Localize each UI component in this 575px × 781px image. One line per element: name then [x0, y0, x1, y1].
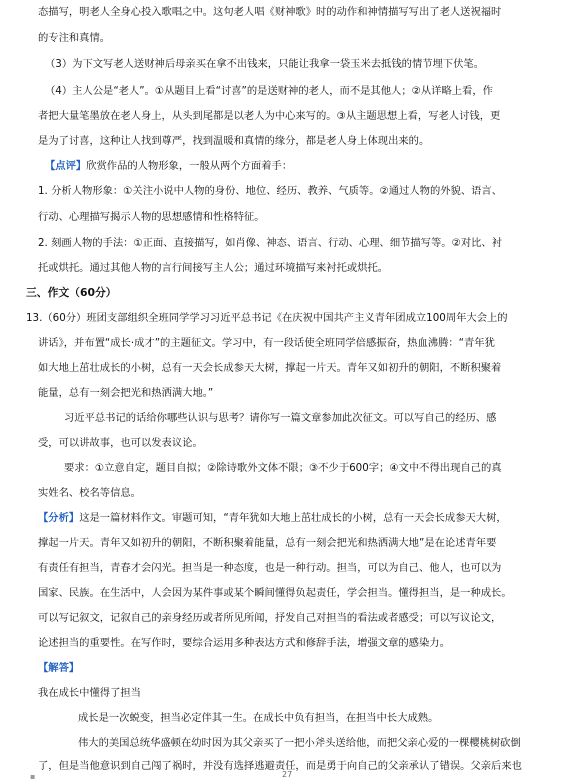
section-heading: 三、作文（60分） — [26, 286, 117, 299]
text-line: 要求：①立意自定，题目自拟；②除诗歌外文体不限；③不少于600字；④文中不得出现自己的真 — [64, 462, 502, 474]
text-line: 如大地上茁壮成长的小树，总有一天会长成参天大树，撑起一片天。青年又如初升的朝阳，不断积聚着 — [38, 362, 502, 374]
analysis-line — [38, 511, 507, 525]
question-line: 13.（60分）班团支部组织全班同学学习习近平总书记《在庆祝中国共产主义青年团成立100周年大会上的 — [26, 312, 508, 324]
text-line: （3）为下文写老人送财神后母亲买在拿不出钱来，只能让我拿一袋玉米去抵钱的情节埋下伏笔。 — [45, 58, 485, 70]
text-line: 国家、民族。在生活中，人会因为某件事或某个瞬间懂得负起责任，学会担当。懂得担当，是一种成长。 — [38, 587, 512, 599]
footer-mark: ▪ — [30, 772, 36, 781]
text-line: 了，但是当他意识到自己闯了祸时，并没有选择逃避责任，而是勇于向自己的父亲承认了错误。父亲后来也 — [38, 760, 522, 772]
text-line: 成长是一次蜕变，担当必定伴其一生。在成长中负有担当，在担当中长大成熟。 — [78, 712, 439, 724]
text-line: 行动、心理描写揭示人物的思想感情和性格特征。 — [38, 211, 265, 223]
text-line: 实姓名、校名等信息。 — [38, 487, 141, 499]
analysis-text: 这是一篇材料作文。审题可知，“青年犹如大地上茁壮成长的小树，总有一天会长成参天大树， — [79, 512, 507, 524]
comment-text: 欣赏作品的人物形象，一般从两个方面着手： — [86, 160, 293, 172]
text-line: （4）主人公是“老人”。①从题目上看“讨喜”的是送财神的老人，而不是其他人；②从详略上看，作 — [45, 85, 493, 97]
text-line: 受，可以讲故事，也可以发表议论。 — [38, 437, 203, 449]
comment-line — [45, 159, 292, 173]
text-line: 有责任有担当，青春才会闪光。担当是一种态度，也是一种行动。担当，可以为自己、他人，也可以为 — [38, 562, 502, 574]
text-line: 托或烘托。通过其他人物的言行间接写主人公；通过环境描写来衬托或烘托。 — [38, 262, 389, 274]
answer-tag: 【解答】 — [38, 662, 80, 674]
text-line: 伟大的美国总统华盛顿在幼时因为其父亲买了一把小斧头送给他，而把父亲心爱的一棵樱桃树砍倒 — [78, 737, 521, 749]
text-line: 撑起一片天。青年又如初升的朝阳，不断积聚着能量，总有一刻会把光和热洒满大地”是在论述青年要 — [38, 537, 497, 549]
essay-title: 我在成长中懂得了担当 — [38, 687, 141, 699]
text-line: 能量，总有一刻会把光和热洒满大地。” — [38, 387, 214, 399]
page-number: 27 — [282, 770, 293, 779]
analysis-tag: 【分析】 — [38, 512, 80, 524]
comment-tag: 【点评】 — [45, 160, 87, 172]
text-line: 态描写，明老人全身心投入歌唱之中。这句老人唱《财神歌》时的动作和神情描写写出了老人送祝福时 — [38, 6, 502, 18]
text-line: 1. 分析人物形象：①关注小说中人物的身份、地位、经历、教养、气质等。②通过人物的外貌、语言、 — [38, 185, 503, 197]
text-line: 习近平总书记的话给你哪些认识与思考？请你写一篇文章参加此次征文。可以写自己的经历、感 — [64, 412, 497, 424]
text-line: 的专注和真情。 — [38, 32, 111, 44]
text-line: 者把大量笔墨放在老人身上，从头到尾都是以老人为中心来写的。③从主题思想上看，写老人讨钱，更 — [38, 110, 501, 122]
text-line: 讲话》，并布置“成长·成才”的主题征文。学习中，有一段话使全班同学倍感振奋，热血沸腾：“青年犹 — [38, 337, 495, 349]
text-line: 2. 刻画人物的手法：①正面、直接描写，如肖像、神态、语言、行动、心理、细节描写等。②对比、衬 — [38, 237, 503, 249]
text-line: 是为了讨喜，这种让人找到尊严，找到温暖和真情的缘分，都是老人身上体现出来的。 — [38, 135, 430, 147]
text-line: 论述担当的重要性。在写作时，要综合运用多种表达方式和修辞手法，增强文章的感染力。 — [38, 637, 450, 649]
text-line: 可以写记叙文，记叙自己的亲身经历或者所见所闻，抒发自己对担当的看法或者感受；可以写议论文， — [38, 612, 502, 624]
